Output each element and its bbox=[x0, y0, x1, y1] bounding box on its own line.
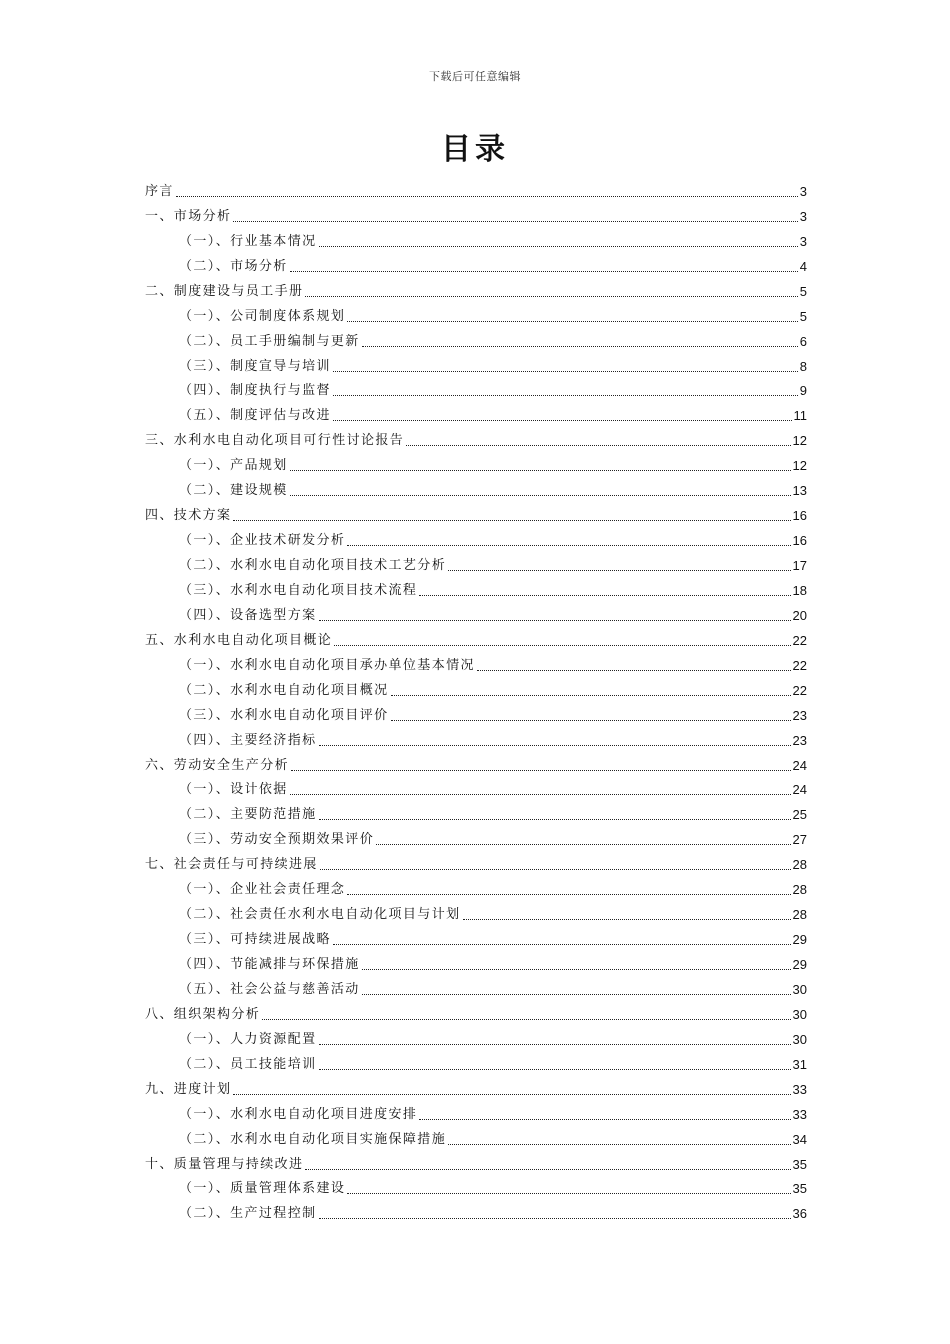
toc-entry-title: （二）、生产过程控制 bbox=[179, 1206, 317, 1222]
toc-entry-title: 七、社会责任与可持续进展 bbox=[145, 857, 318, 873]
toc-entry-title: （三）、水利水电自动化项目技术流程 bbox=[179, 582, 418, 598]
toc-entry-title: （一）、公司制度体系规划 bbox=[179, 308, 346, 324]
toc-dot-leader bbox=[362, 346, 798, 347]
toc-entry-page-number: 28 bbox=[792, 907, 807, 923]
toc-entry-title: （三）、制度宣导与培训 bbox=[179, 358, 331, 374]
toc-entry[interactable] bbox=[145, 798, 807, 823]
toc-entry-page-number: 28 bbox=[792, 882, 807, 898]
toc-dot-leader bbox=[290, 495, 791, 496]
toc-entry-title: 序言 bbox=[145, 183, 174, 199]
toc-entry-title: （四）、设备选型方案 bbox=[179, 607, 317, 623]
toc-entry-title: （一）、行业基本情况 bbox=[179, 233, 317, 249]
toc-entry-title: （一）、设计依据 bbox=[179, 782, 288, 798]
toc-dot-leader bbox=[319, 819, 791, 820]
toc-entry[interactable] bbox=[145, 823, 807, 848]
page-title: 目录 bbox=[441, 132, 509, 167]
toc-entry-page-number: 27 bbox=[792, 832, 807, 848]
toc-entry-title: 一、市场分析 bbox=[145, 208, 232, 224]
toc-dot-leader bbox=[290, 470, 791, 471]
toc-entry[interactable] bbox=[145, 350, 807, 375]
toc-entry-title: （二）、社会责任水利水电自动化项目与计划 bbox=[179, 907, 461, 923]
toc-entry[interactable] bbox=[145, 1048, 807, 1073]
toc-entry-title: （三）、劳动安全预期效果评价 bbox=[179, 832, 375, 848]
toc-entry[interactable] bbox=[145, 399, 807, 424]
toc-entry[interactable] bbox=[145, 699, 807, 724]
toc-entry-page-number: 13 bbox=[792, 483, 807, 499]
toc-dot-leader bbox=[233, 221, 797, 222]
toc-entry-title: （二）、员工手册编制与更新 bbox=[179, 333, 360, 349]
toc-entry-page-number: 30 bbox=[792, 1031, 807, 1047]
toc-dot-leader bbox=[347, 894, 790, 895]
toc-entry[interactable] bbox=[145, 898, 807, 923]
toc-entry-title: 九、进度计划 bbox=[145, 1081, 232, 1097]
header-note: 下载后可任意编辑 bbox=[429, 70, 521, 83]
toc-dot-leader bbox=[448, 570, 790, 571]
toc-entry-title: 三、水利水电自动化项目可行性讨论报告 bbox=[145, 433, 405, 449]
toc-entry-page-number: 17 bbox=[792, 558, 807, 573]
toc-entry-page-number: 23 bbox=[792, 732, 807, 748]
toc-entry-page-number: 5 bbox=[799, 308, 807, 324]
toc-entry[interactable] bbox=[145, 449, 807, 474]
toc-entry[interactable] bbox=[145, 1098, 807, 1123]
toc-entry-page-number: 3 bbox=[799, 233, 807, 249]
toc-entry-title: （二）、主要防范措施 bbox=[179, 807, 317, 823]
toc-entry[interactable] bbox=[145, 325, 807, 350]
toc-entry-title: 二、制度建设与员工手册 bbox=[145, 283, 304, 299]
toc-entry[interactable] bbox=[145, 973, 807, 998]
toc-dot-leader bbox=[333, 420, 792, 421]
toc-entry[interactable] bbox=[145, 424, 807, 449]
toc-entry-page-number: 22 bbox=[792, 682, 807, 698]
toc-entry-page-number: 30 bbox=[792, 981, 807, 997]
toc-dot-leader bbox=[319, 246, 798, 247]
toc-dot-leader bbox=[334, 645, 790, 646]
toc-dot-leader bbox=[419, 1119, 790, 1120]
toc-dot-leader bbox=[391, 695, 791, 696]
toc-entry-page-number: 12 bbox=[792, 458, 807, 474]
toc-entry[interactable] bbox=[145, 624, 807, 649]
toc-dot-leader bbox=[448, 1144, 790, 1145]
toc-dot-leader bbox=[347, 545, 790, 546]
toc-entry[interactable] bbox=[145, 774, 807, 799]
toc-dot-leader bbox=[362, 994, 791, 995]
toc-entry[interactable] bbox=[145, 848, 807, 873]
toc-entry-page-number: 30 bbox=[792, 1006, 807, 1022]
toc-dot-leader bbox=[347, 1193, 790, 1194]
toc-entry[interactable] bbox=[145, 1173, 807, 1198]
toc-dot-leader bbox=[291, 770, 791, 771]
toc-entry-title: （一）、水利水电自动化项目进度安排 bbox=[179, 1106, 418, 1122]
toc-dot-leader bbox=[319, 1044, 791, 1045]
toc-dot-leader bbox=[463, 919, 791, 920]
toc-entry-title: （一）、质量管理体系建设 bbox=[179, 1181, 346, 1197]
toc-dot-leader bbox=[320, 869, 791, 870]
toc-entry-title: 六、劳动安全生产分析 bbox=[145, 757, 290, 773]
toc-entry-page-number: 34 bbox=[792, 1131, 807, 1147]
toc-entry[interactable] bbox=[145, 225, 807, 250]
toc-dot-leader bbox=[176, 196, 798, 197]
toc-entry[interactable] bbox=[145, 200, 807, 225]
toc-entry-title: 十、质量管理与持续改进 bbox=[145, 1156, 304, 1172]
toc-entry-page-number: 36 bbox=[792, 1206, 807, 1222]
toc-entry-title: （二）、水利水电自动化项目实施保障措施 bbox=[179, 1131, 447, 1147]
toc-entry[interactable] bbox=[145, 1123, 807, 1148]
toc-entry-page-number: 16 bbox=[792, 508, 807, 524]
toc-entry-title: （五）、社会公益与慈善活动 bbox=[179, 981, 360, 997]
toc-entry-title: 八、组织架构分析 bbox=[145, 1006, 261, 1022]
toc-entry-page-number: 35 bbox=[792, 1181, 807, 1197]
toc-entry-page-number: 16 bbox=[792, 533, 807, 549]
toc-entry[interactable] bbox=[145, 1197, 807, 1222]
toc-entry-title: （二）、建设规模 bbox=[179, 483, 288, 499]
toc-dot-leader bbox=[319, 1218, 791, 1219]
toc-entry-title: （三）、可持续进展战略 bbox=[179, 932, 331, 948]
toc-entry[interactable] bbox=[145, 375, 807, 400]
toc-dot-leader bbox=[406, 445, 790, 446]
toc-dot-leader bbox=[333, 371, 798, 372]
toc-entry-page-number: 18 bbox=[792, 582, 807, 598]
toc-entry-title: （五）、制度评估与改进 bbox=[179, 408, 331, 424]
toc-entry-title: （一）、企业社会责任理念 bbox=[179, 882, 346, 898]
toc-entry-title: （四）、主要经济指标 bbox=[179, 732, 317, 748]
toc-entry[interactable] bbox=[145, 250, 807, 275]
toc-entry-page-number: 29 bbox=[792, 957, 807, 972]
toc-entry-title: （二）、市场分析 bbox=[179, 258, 288, 274]
toc-entry-page-number: 6 bbox=[799, 333, 807, 349]
toc-entry-page-number: 23 bbox=[792, 707, 807, 723]
toc-entry-page-number: 35 bbox=[792, 1156, 807, 1172]
toc-entry-title: （四）、节能减排与环保措施 bbox=[179, 957, 360, 972]
toc-dot-leader bbox=[262, 1019, 790, 1020]
toc-entry[interactable] bbox=[145, 524, 807, 549]
toc-dot-leader bbox=[419, 595, 790, 596]
toc-entry[interactable] bbox=[145, 300, 807, 325]
toc-dot-leader bbox=[233, 520, 790, 521]
toc-entry-page-number: 24 bbox=[792, 782, 807, 798]
toc-entry[interactable] bbox=[145, 948, 807, 973]
toc-entry-title: 四、技术方案 bbox=[145, 508, 232, 524]
toc-entry[interactable] bbox=[145, 474, 807, 499]
toc-dot-leader bbox=[347, 321, 797, 322]
toc-entry-page-number: 33 bbox=[792, 1106, 807, 1122]
toc-dot-leader bbox=[319, 620, 791, 621]
toc-entry-page-number: 28 bbox=[792, 857, 807, 873]
toc-entry-title: （一）、产品规划 bbox=[179, 458, 288, 474]
toc-entry-page-number: 9 bbox=[799, 383, 807, 399]
toc-entry[interactable] bbox=[145, 549, 807, 574]
toc-entry-page-number: 22 bbox=[792, 657, 807, 673]
toc-dot-leader bbox=[233, 1094, 790, 1095]
toc-entry-page-number: 5 bbox=[799, 283, 807, 299]
toc-dot-leader bbox=[376, 844, 790, 845]
toc-entry[interactable] bbox=[145, 923, 807, 948]
toc-dot-leader bbox=[362, 969, 791, 970]
toc-entry-page-number: 12 bbox=[792, 433, 807, 449]
toc-entry-title: （二）、员工技能培训 bbox=[179, 1056, 317, 1072]
toc-dot-leader bbox=[290, 271, 798, 272]
toc-entry-page-number: 24 bbox=[792, 757, 807, 773]
toc-dot-leader bbox=[333, 395, 798, 396]
toc-entry-title: （三）、水利水电自动化项目评价 bbox=[179, 707, 389, 723]
toc-entry-page-number: 3 bbox=[799, 183, 807, 199]
toc-entry[interactable] bbox=[145, 1073, 807, 1098]
toc-dot-leader bbox=[305, 1169, 790, 1170]
toc-entry[interactable] bbox=[145, 175, 807, 200]
toc-entry-page-number: 4 bbox=[799, 258, 807, 274]
toc-entry-title: （一）、人力资源配置 bbox=[179, 1031, 317, 1047]
toc-entry[interactable] bbox=[145, 724, 807, 749]
toc-entry[interactable] bbox=[145, 1023, 807, 1048]
toc-dot-leader bbox=[305, 296, 797, 297]
toc-entry-title: （二）、水利水电自动化项目概况 bbox=[179, 682, 389, 698]
toc-entry[interactable] bbox=[145, 574, 807, 599]
toc-entry[interactable] bbox=[145, 749, 807, 774]
toc-entry[interactable] bbox=[145, 599, 807, 624]
toc-dot-leader bbox=[290, 794, 791, 795]
toc-entry-page-number: 20 bbox=[792, 607, 807, 623]
toc-entry[interactable] bbox=[145, 674, 807, 699]
toc-dot-leader bbox=[391, 720, 791, 721]
toc-entry-title: 五、水利水电自动化项目概论 bbox=[145, 632, 333, 648]
toc-entry-title: （一）、水利水电自动化项目承办单位基本情况 bbox=[179, 657, 475, 673]
toc-entry[interactable] bbox=[145, 275, 807, 300]
toc-dot-leader bbox=[333, 944, 791, 945]
toc-entry[interactable] bbox=[145, 499, 807, 524]
toc-entry-page-number: 31 bbox=[792, 1056, 807, 1072]
toc-entry-title: （二）、水利水电自动化项目技术工艺分析 bbox=[179, 558, 447, 573]
toc-dot-leader bbox=[477, 670, 791, 671]
toc-entry-title: （一）、企业技术研发分析 bbox=[179, 533, 346, 549]
toc-entry-page-number: 3 bbox=[799, 208, 807, 224]
toc-dot-leader bbox=[319, 745, 791, 746]
toc-dot-leader bbox=[319, 1069, 791, 1070]
toc-entry-page-number: 8 bbox=[799, 358, 807, 374]
toc-entry[interactable] bbox=[145, 873, 807, 898]
toc-entry-page-number: 33 bbox=[792, 1081, 807, 1097]
table-of-contents bbox=[145, 175, 807, 1222]
toc-entry[interactable] bbox=[145, 998, 807, 1023]
toc-entry-page-number: 29 bbox=[792, 932, 807, 948]
toc-entry[interactable] bbox=[145, 649, 807, 674]
toc-entry-title: （四）、制度执行与监督 bbox=[179, 383, 331, 399]
toc-entry-page-number: 25 bbox=[792, 807, 807, 823]
toc-entry[interactable] bbox=[145, 1148, 807, 1173]
toc-entry-page-number: 11 bbox=[793, 408, 807, 424]
toc-entry-page-number: 22 bbox=[792, 632, 807, 648]
